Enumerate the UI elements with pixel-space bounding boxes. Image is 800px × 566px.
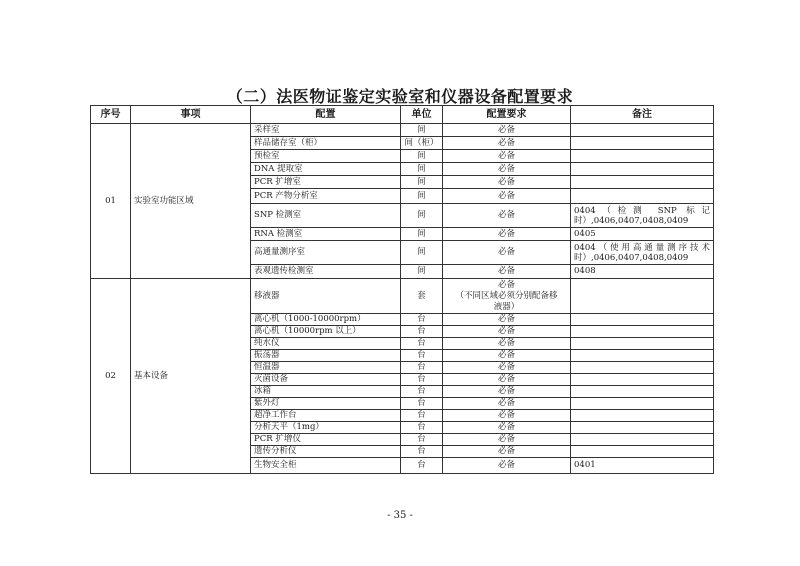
requirement-cell: 必备 bbox=[443, 204, 571, 228]
remark-cell: 0404（检测 SNP 标记时）,0406,0407,0408,0409 bbox=[571, 204, 714, 228]
config-cell: DNA 提取室 bbox=[251, 163, 401, 176]
remark-cell bbox=[571, 279, 714, 314]
remark-cell bbox=[571, 386, 714, 398]
requirement-cell: 必备 bbox=[443, 446, 571, 458]
remark-cell: 0405 bbox=[571, 228, 714, 241]
unit-cell: 台 bbox=[401, 326, 443, 338]
requirement-cell: 必备 bbox=[443, 338, 571, 350]
config-cell: 生物安全柜 bbox=[251, 458, 401, 474]
table-row bbox=[91, 124, 714, 137]
unit-cell: 台 bbox=[401, 350, 443, 362]
config-cell: 紫外灯 bbox=[251, 398, 401, 410]
unit-cell: 台 bbox=[401, 362, 443, 374]
remark-cell: 0401 bbox=[571, 458, 714, 474]
requirements-table bbox=[90, 105, 714, 474]
header-item: 事项 bbox=[131, 106, 251, 124]
config-cell: 灭菌设备 bbox=[251, 374, 401, 386]
config-cell: 振荡器 bbox=[251, 350, 401, 362]
header-no: 序号 bbox=[91, 106, 131, 124]
header-config: 配置 bbox=[251, 106, 401, 124]
page-number: - 35 - bbox=[387, 510, 413, 521]
config-cell: 高通量测序室 bbox=[251, 241, 401, 265]
remark-cell bbox=[571, 398, 714, 410]
unit-cell: 台 bbox=[401, 314, 443, 326]
config-cell: 样品储存室（柜） bbox=[251, 137, 401, 150]
requirement-cell: 必备 bbox=[443, 314, 571, 326]
config-cell: PCR 扩增仪 bbox=[251, 434, 401, 446]
unit-cell: 间（柜） bbox=[401, 137, 443, 150]
unit-cell: 台 bbox=[401, 410, 443, 422]
unit-cell: 间 bbox=[401, 228, 443, 241]
remark-cell bbox=[571, 314, 714, 326]
remark-cell bbox=[571, 124, 714, 137]
requirement-cell bbox=[443, 279, 571, 314]
config-cell: 恒温器 bbox=[251, 362, 401, 374]
unit-cell: 间 bbox=[401, 163, 443, 176]
remark-cell bbox=[571, 410, 714, 422]
remark-cell bbox=[571, 189, 714, 204]
requirement-cell: 必备 bbox=[443, 410, 571, 422]
unit-cell: 间 bbox=[401, 241, 443, 265]
remark-cell bbox=[571, 374, 714, 386]
requirement-cell: 必备 bbox=[443, 350, 571, 362]
config-cell: 离心机（1000-10000rpm） bbox=[251, 314, 401, 326]
requirement-cell: 必备 bbox=[443, 374, 571, 386]
config-cell: PCR 产物分析室 bbox=[251, 189, 401, 204]
unit-cell: 台 bbox=[401, 446, 443, 458]
config-cell: 分析天平（1mg） bbox=[251, 422, 401, 434]
config-cell: 离心机（10000rpm 以上） bbox=[251, 326, 401, 338]
requirement-line: （不同区域必须分别配备移 bbox=[455, 290, 558, 301]
requirement-cell: 必备 bbox=[443, 137, 571, 150]
unit-cell: 间 bbox=[401, 189, 443, 204]
unit-cell: 台 bbox=[401, 434, 443, 446]
requirement-cell: 必备 bbox=[443, 189, 571, 204]
requirement-cell: 必备 bbox=[443, 228, 571, 241]
config-cell: 超净工作台 bbox=[251, 410, 401, 422]
remark-cell bbox=[571, 338, 714, 350]
remark-cell bbox=[571, 434, 714, 446]
config-cell: SNP 检测室 bbox=[251, 204, 401, 228]
section-no: 02 bbox=[91, 279, 131, 474]
unit-cell: 间 bbox=[401, 265, 443, 279]
unit-cell: 间 bbox=[401, 124, 443, 137]
unit-cell: 间 bbox=[401, 176, 443, 189]
config-cell: 纯水仪 bbox=[251, 338, 401, 350]
requirement-cell: 必备 bbox=[443, 163, 571, 176]
requirement-cell: 必备 bbox=[443, 124, 571, 137]
remark-cell: 0404（使用高通量测序技术时）,0406,0407,0408,0409 bbox=[571, 241, 714, 265]
remark-cell bbox=[571, 176, 714, 189]
requirement-cell: 必备 bbox=[443, 458, 571, 474]
unit-cell: 台 bbox=[401, 458, 443, 474]
remark-cell bbox=[571, 163, 714, 176]
config-cell: 冰箱 bbox=[251, 386, 401, 398]
requirement-line: 液器） bbox=[493, 301, 520, 312]
remark-cell bbox=[571, 446, 714, 458]
unit-cell: 台 bbox=[401, 386, 443, 398]
requirement-cell: 必备 bbox=[443, 398, 571, 410]
header-unit: 单位 bbox=[401, 106, 443, 124]
config-cell: 移液器 bbox=[251, 279, 401, 314]
unit-cell: 间 bbox=[401, 204, 443, 228]
remark-cell bbox=[571, 362, 714, 374]
table-header-row bbox=[91, 106, 714, 124]
config-cell: PCR 扩增室 bbox=[251, 176, 401, 189]
remark-cell: 0408 bbox=[571, 265, 714, 279]
remark-cell bbox=[571, 422, 714, 434]
requirement-cell: 必备 bbox=[443, 176, 571, 189]
config-cell: 采样室 bbox=[251, 124, 401, 137]
requirement-cell: 必备 bbox=[443, 434, 571, 446]
config-cell: RNA 检测室 bbox=[251, 228, 401, 241]
unit-cell: 台 bbox=[401, 422, 443, 434]
requirement-cell: 必备 bbox=[443, 326, 571, 338]
table-row bbox=[91, 279, 714, 314]
remark-cell bbox=[571, 350, 714, 362]
unit-cell: 台 bbox=[401, 398, 443, 410]
unit-cell: 台 bbox=[401, 338, 443, 350]
unit-cell: 套 bbox=[401, 279, 443, 314]
remark-cell bbox=[571, 150, 714, 163]
remark-cell bbox=[571, 326, 714, 338]
config-cell: 表观遗传检测室 bbox=[251, 265, 401, 279]
requirement-line: 必备 bbox=[497, 279, 515, 290]
header-requirement: 配置要求 bbox=[443, 106, 571, 124]
page-title: （二）法医物证鉴定实验室和仪器设备配置要求 bbox=[226, 87, 574, 106]
section-no: 01 bbox=[91, 124, 131, 279]
requirement-cell: 必备 bbox=[443, 265, 571, 279]
remark-cell bbox=[571, 137, 714, 150]
unit-cell: 台 bbox=[401, 374, 443, 386]
unit-cell: 间 bbox=[401, 150, 443, 163]
config-cell: 遗传分析仪 bbox=[251, 446, 401, 458]
header-remark: 备注 bbox=[571, 106, 714, 124]
section-item: 实验室功能区域 bbox=[131, 124, 251, 279]
requirement-cell: 必备 bbox=[443, 241, 571, 265]
requirement-cell: 必备 bbox=[443, 386, 571, 398]
requirement-cell: 必备 bbox=[443, 362, 571, 374]
requirement-cell: 必备 bbox=[443, 150, 571, 163]
section-item: 基本设备 bbox=[131, 279, 251, 474]
requirement-cell: 必备 bbox=[443, 422, 571, 434]
config-cell: 预检室 bbox=[251, 150, 401, 163]
